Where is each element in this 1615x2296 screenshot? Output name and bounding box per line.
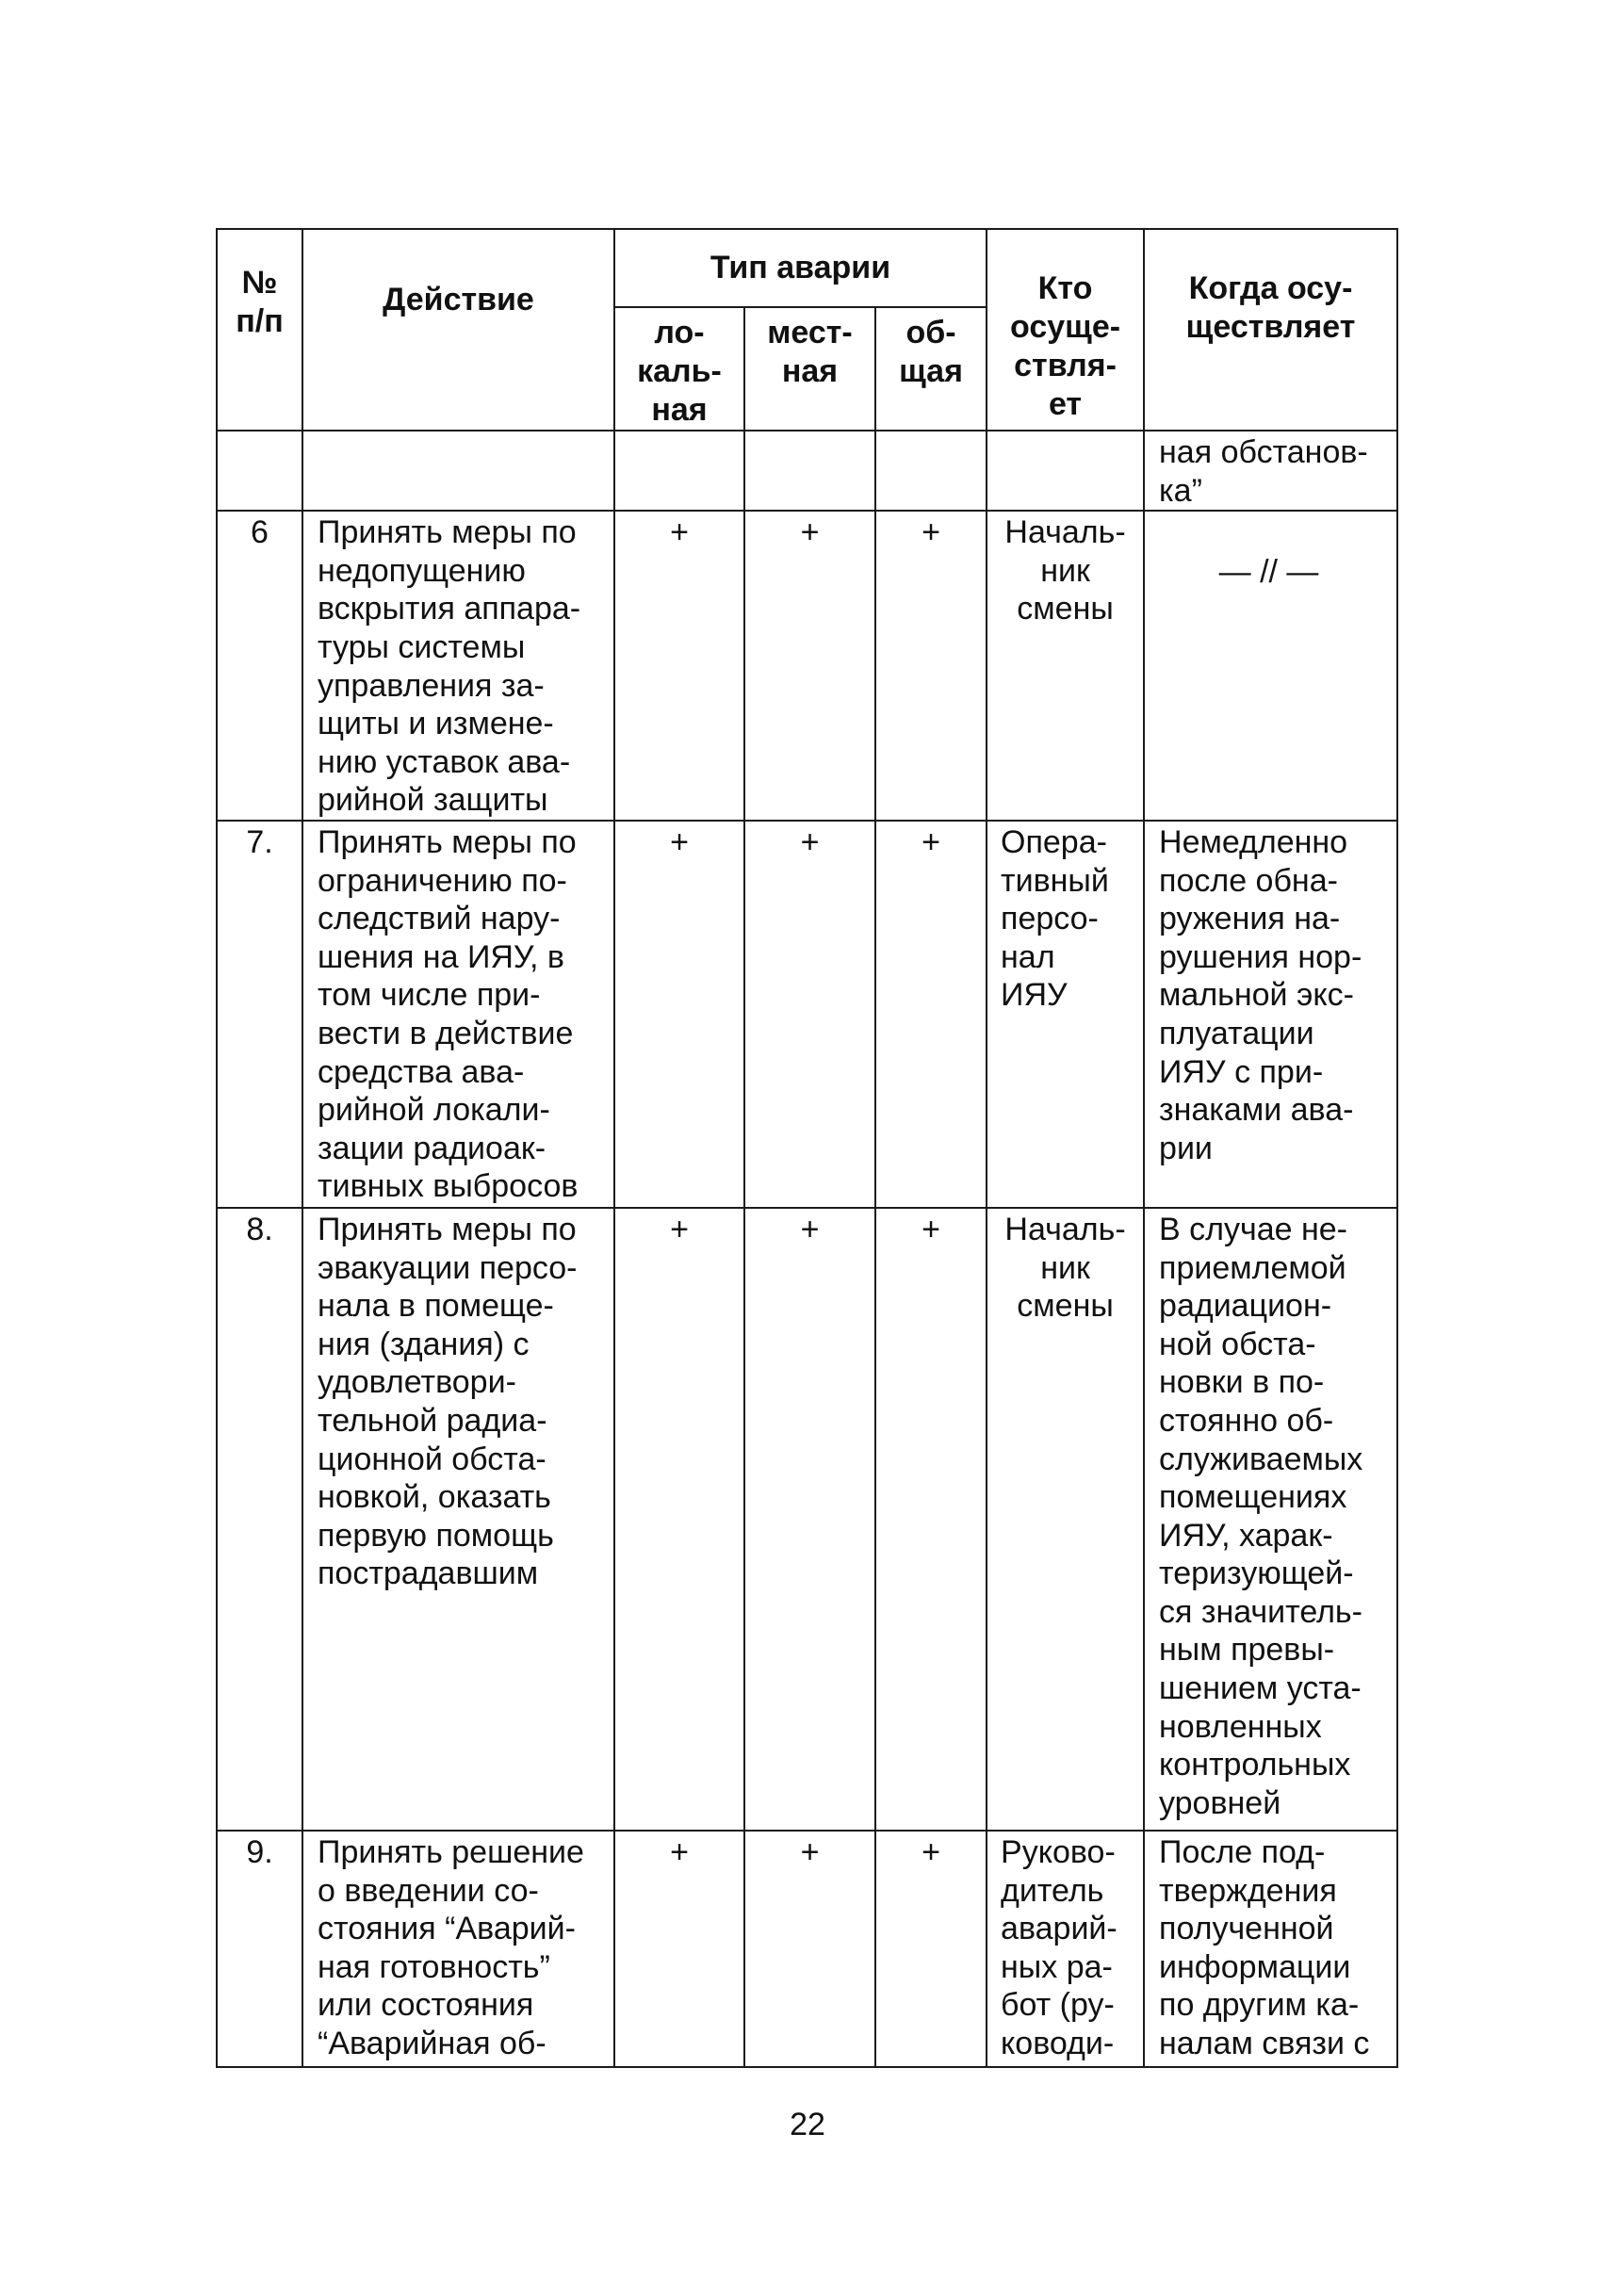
row-regional-mark: + [744,1208,875,1831]
row-local-mark: + [614,1208,744,1831]
table-row [217,1831,1397,2067]
row-when: В случае не- приемлемой радиацион- ной обста- новки в по- стоянно об- служиваемых помещениях ИЯУ, харак- теризующей- ся значитель- ным превы- шением уста- новленных контрольных уровней [1144,1208,1397,1831]
row-num: 8. [217,1208,302,1831]
row-when: После под- тверждения полученной информации по другим ка- налам связи с [1144,1831,1397,2067]
header-num: № п/п [217,229,302,431]
row-who: Началь- ник смены [987,1208,1144,1831]
row-who: Опера- тивный персо- нал ИЯУ [987,821,1144,1208]
row-num: 9. [217,1831,302,2067]
header-who: Кто осуще- ствля- ет [987,229,1144,431]
header-when: Когда осу- ществляет [1144,229,1397,431]
row-local-mark: + [614,821,744,1208]
table-row [217,821,1397,1208]
row-when: ная обстанов- ка” [1144,431,1397,511]
row-action: Принять меры по ограничению по- следствий нару- шения на ИЯУ, в том числе при- вести в действие средства ава- рийной локали- зации радиоак- тивных выбросов [302,821,614,1208]
row-regional-mark: + [744,1831,875,2067]
row-num [217,431,302,511]
table-row [217,431,1397,511]
row-num: 7. [217,821,302,1208]
header-accident-type: Тип аварии [614,229,987,307]
table-row [217,1208,1397,1831]
table-row [217,511,1397,821]
header-row-top [217,229,1397,307]
page-number: 22 [790,2107,825,2142]
row-general-mark [875,431,987,511]
row-general-mark: + [875,511,987,821]
row-regional-mark: + [744,511,875,821]
row-local-mark [614,431,744,511]
row-who: Началь- ник смены [987,511,1144,821]
row-regional-mark [744,431,875,511]
header-action: Действие [302,229,614,431]
row-regional-mark: + [744,821,875,1208]
header-local: ло- каль- ная [614,307,744,431]
row-general-mark: + [875,1831,987,2067]
row-action: Принять решение о введении со- стояния “Аварий- ная готовность” или состояния “Аварийная об- [302,1831,614,2067]
row-action: Принять меры по эвакуации персо- нала в помеще- ния (здания) с удовлетвори- тельной радиа- ционной обста- новкой, оказать первую помощь пострадавшим [302,1208,614,1831]
row-who: Руково- дитель аварий- ных ра- бот (ру- ководи- [987,1831,1144,2067]
row-when: — // — [1144,511,1397,821]
row-action [302,431,614,511]
row-general-mark: + [875,821,987,1208]
action-table [216,228,1398,2068]
row-who [987,431,1144,511]
header-regional: мест- ная [744,307,875,431]
row-when: Немедленно после обна- ружения на- рушения нор- мальной экс- плуатации ИЯУ с при- знаками ава- рии [1144,821,1397,1208]
row-local-mark: + [614,511,744,821]
row-action: Принять меры по недопущению вскрытия аппара- туры системы управления за- щиты и измене- нию уставок ава- рийной защиты [302,511,614,821]
row-local-mark: + [614,1831,744,2067]
row-num: 6 [217,511,302,821]
row-general-mark: + [875,1208,987,1831]
header-general: об- щая [875,307,987,431]
